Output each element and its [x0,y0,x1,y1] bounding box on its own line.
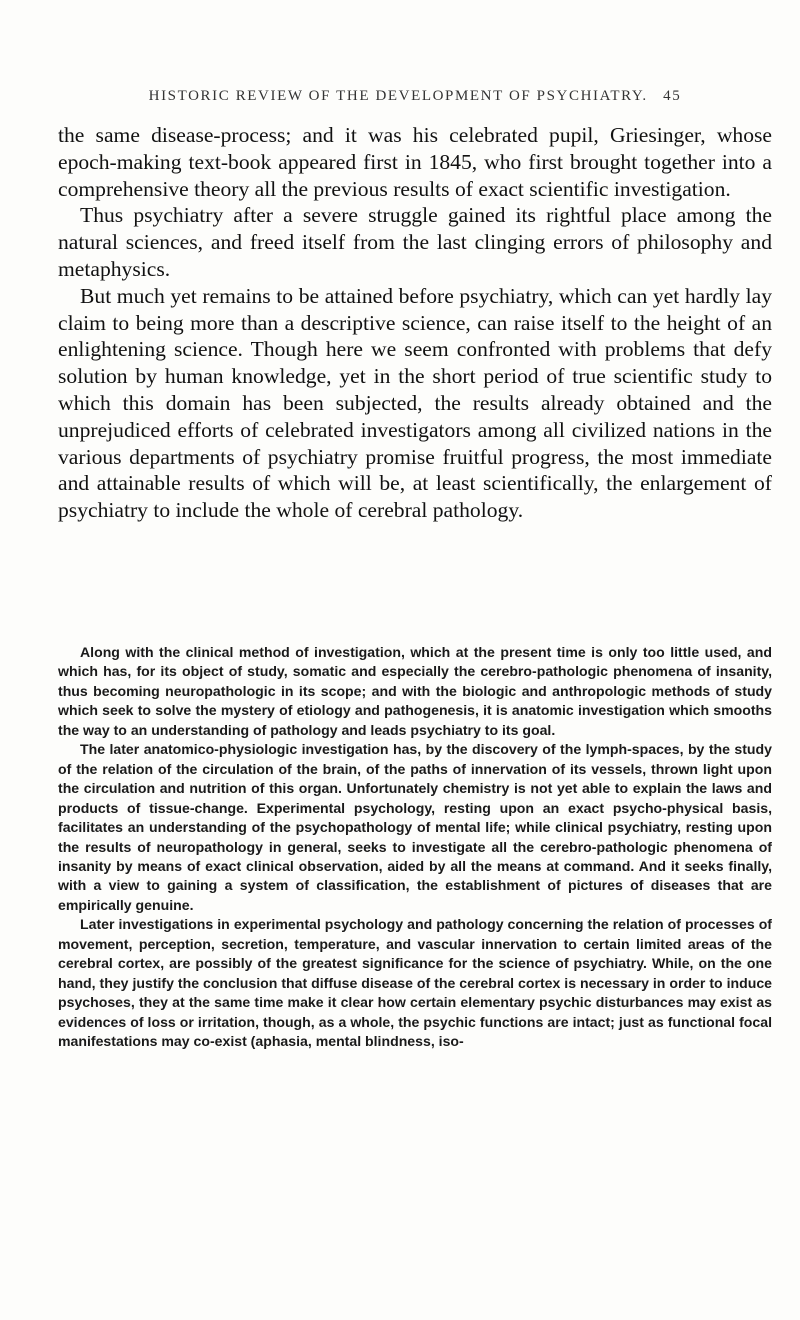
body-paragraph: Thus psychiatry after a severe struggle gained its rightful place among the natural sciences, and freed itself from the last clinging errors of philosophy and metaphysics. [58,203,772,281]
main-text [58,122,772,524]
body-paragraph: But much yet remains to be attained before psychiatry, which can yet hardly lay claim to being more than a descriptive science, can raise itself to the height of an enlightening science. Though here we seem confronted with problems that defy solution by human knowledge, yet in the short period of true scientific study to which this domain has been subjected, the results already obtained and the unprejudiced efforts of celebrated investigators among all civilized nations in the various departments of psychiatry promise fruitful progress, the most immediate and attainable results of which will be, at least scientifically, the enlargement of psychiatry to include the whole of cerebral pathology. [58,283,772,523]
small-print-paragraph: The later anatomico-physiologic investigation has, by the discovery of the lymph-spaces, by the study of the relation of the circulation of the brain, of the paths of innervation of its vessels, thrown light upon the circulation and nutrition of this organ. Unfortunately chemistry is not yet able to explain the laws and products of tissue-change. Experimental psychology, resting upon an exact psycho-physical basis, facilitates an understanding of the psychopathology of mental life; while clinical psychiatry, resting upon the results of neuropathology in general, seeks to investigate all the cerebro-pathologic phenomena of insanity by means of exact clinical observation, aided by all the means at command. And it seeks finally, with a view to gaining a system of classification, the establishment of pictures of diseases that are empirically genuine. [58,741,772,913]
body-paragraph: the same disease-process; and it was his celebrated pupil, Griesinger, whose epoch-making text-book appeared first in 1845, who first brought together into a comprehensive theory all the previous results of exact scientific investigation. [58,123,772,201]
running-head [60,88,770,105]
small-print-paragraph: Later investigations in experimental psychology and pathology concerning the relation of processes of movement, perception, secretion, temperature, and vascular innervation to certain limited areas of the cerebral cortex, are possibly of the greatest significance for the science of psychiatry. While, on the one hand, they justify the conclusion that diffuse disease of the cerebral cortex is necessary in order to induce psychoses, they at the same time make it clear how certain elementary psychic disturbances may exist as evidences of loss or irritation, though, as a whole, the psychic functions are intact; just as functional focal manifestations may co-exist (aphasia, mental blindness, iso- [58,916,772,1050]
small-print-section [58,643,772,1052]
page-number: 45 [663,88,682,104]
small-print-paragraph: Along with the clinical method of investigation, which at the present time is only too little used, and which has, for its object of study, somatic and especially the cerebro-pathologic phenomena of insanity, thus becoming neuropathologic in its scope; and with the biologic and anthropologic methods of study which seek to solve the mystery of etiology and pathogenesis, it is anatomic investigation which smooths the way to an understanding of pathology and leads psychiatry to its goal. [58,644,772,738]
running-title: HISTORIC REVIEW OF THE DEVELOPMENT OF PSYCHIATRY. [148,88,648,104]
